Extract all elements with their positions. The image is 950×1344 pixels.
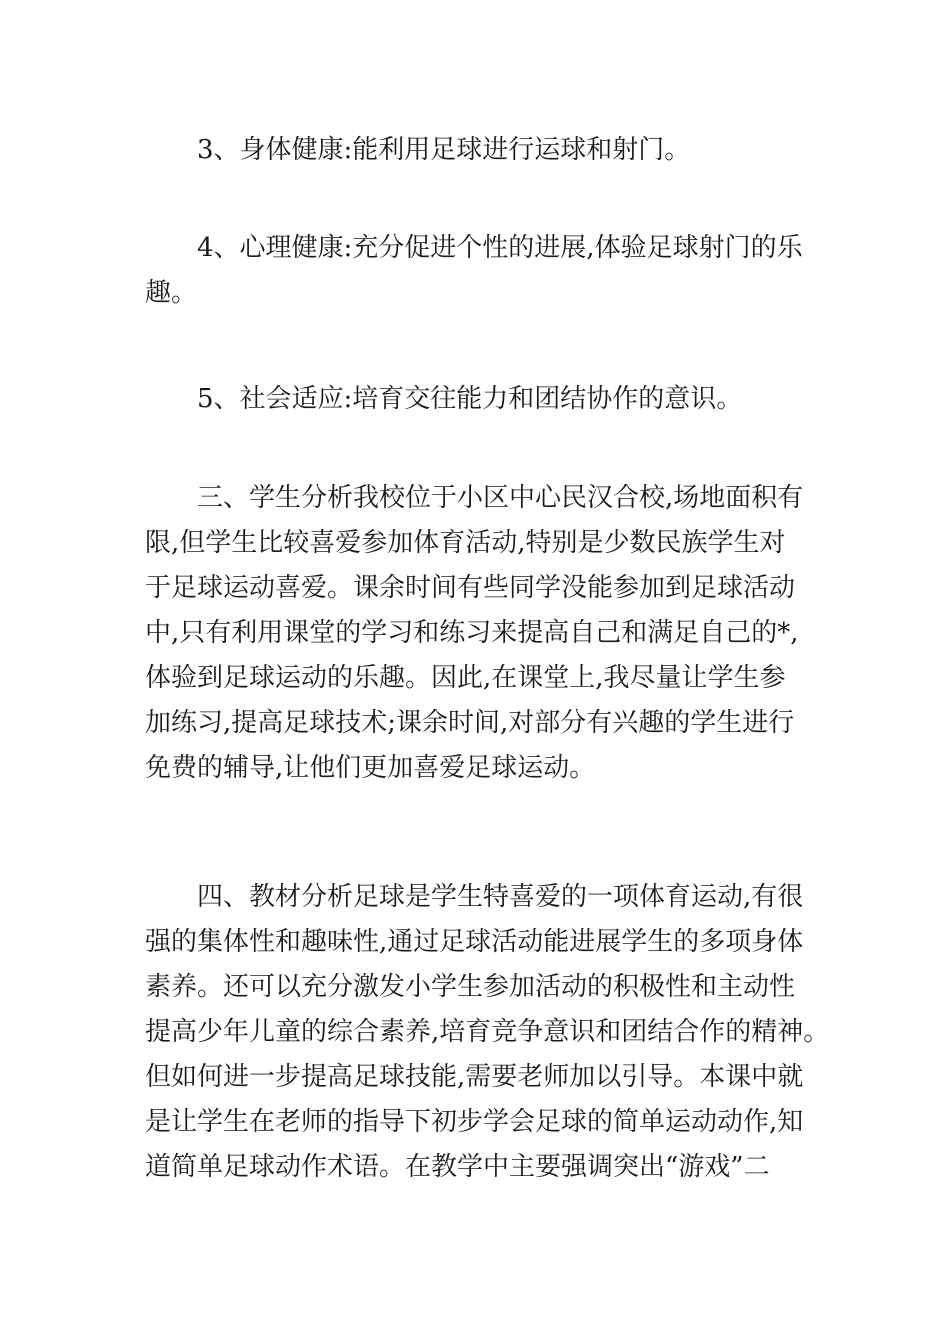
- text-line: 体验到足球运动的乐趣。因此,在课堂上,我尽量让学生参: [145, 663, 786, 693]
- paragraph-material-analysis: [145, 875, 830, 1190]
- paragraph-physical-health: [145, 128, 825, 173]
- text-line: 素养。还可以充分激发小学生参加活动的积极性和主动性: [145, 972, 796, 1002]
- text-line: 强的集体性和趣味性,通过足球活动能进展学生的多项身体: [145, 927, 804, 957]
- paragraph-social-adaptation: [145, 377, 825, 422]
- text-line: 但如何进一步提高足球技能,需要老师加以引导。本课中就: [145, 1062, 804, 1092]
- text-line: 3、身体健康:能利用足球进行运球和射门。: [197, 135, 691, 165]
- text-line: 四、教材分析足球是学生特喜爱的一项体育运动,有很: [197, 882, 804, 912]
- paragraph-mental-health: [145, 226, 825, 316]
- text-line: 限,但学生比较喜爱参加体育活动,特别是少数民族学生对: [145, 528, 786, 558]
- text-line: 是让学生在老师的指导下初步学会足球的简单运动动作,知: [145, 1107, 804, 1137]
- text-line: 道简单足球动作术语。在教学中主要强调突出“游戏”二: [145, 1152, 770, 1182]
- paragraph-student-analysis: [145, 476, 825, 791]
- text-line: 4、心理健康:充分促进个性的进展,体验足球射门的乐: [197, 233, 803, 263]
- text-line: 三、学生分析我校位于小区中心民汉合校,场地面积有: [197, 483, 804, 513]
- text-line: 提高少年儿童的综合素养,培育竞争意识和团结合作的精神。: [145, 1017, 830, 1047]
- text-line: 于足球运动喜爱。课余时间有些同学没能参加到足球活动: [145, 573, 796, 603]
- text-line: 5、社会适应:培育交往能力和团结协作的意识。: [197, 384, 743, 414]
- text-line: 中,只有利用课堂的学习和练习来提高自己和满足自己的*,: [145, 618, 799, 648]
- text-line: 免费的辅导,让他们更加喜爱足球运动。: [145, 753, 596, 783]
- text-line: 趣。: [145, 278, 198, 308]
- text-line: 加练习,提高足球技术;课余时间,对部分有兴趣的学生进行: [145, 708, 795, 738]
